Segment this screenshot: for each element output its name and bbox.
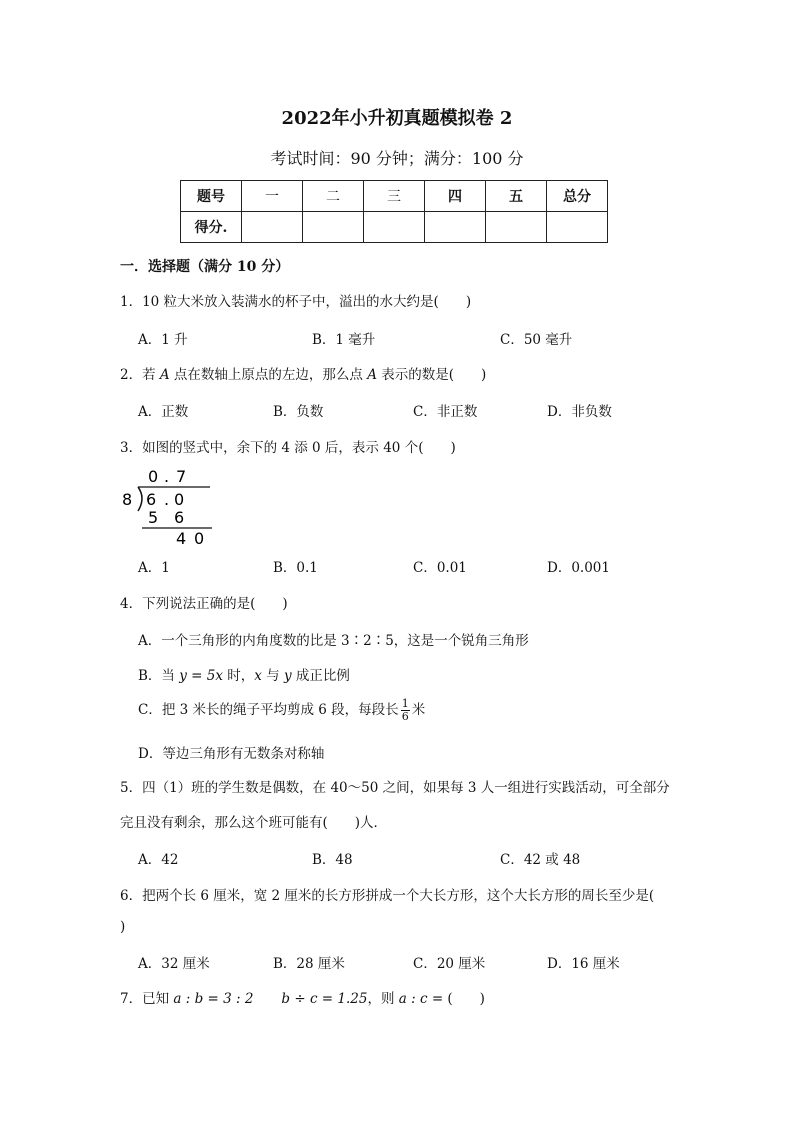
q7-text: ，则 xyxy=(367,991,399,1007)
q3-option-b[interactable]: B．0.1 xyxy=(273,560,318,576)
dividend-point: . xyxy=(164,490,170,509)
q4-text: C．把 3 米长的绳子平均剪成 6 段，每段长 xyxy=(138,702,399,718)
q4-formula: y = 5x xyxy=(179,668,223,684)
q4-var-y: y xyxy=(283,668,292,684)
q7-expression-bc: b ÷ c = 1.25 xyxy=(281,991,368,1007)
q4-text: B．当 xyxy=(138,668,180,684)
score-cell-1: 一 xyxy=(242,181,303,212)
question-7-stem xyxy=(120,987,485,1007)
q1-option-b[interactable]: B．1 毫升 xyxy=(312,332,376,348)
q7-ratio-ac: a : c = xyxy=(398,991,444,1007)
score-cell-3: 三 xyxy=(364,181,425,212)
score-cell-4: 四 xyxy=(425,181,486,212)
q1-option-c[interactable]: C．50 毫升 xyxy=(500,332,573,348)
q4-option-a[interactable]: A．一个三角形的内角度数的比是 3∶2∶5，这是一个锐角三角形 xyxy=(138,633,529,649)
q2-text: 点在数轴上原点的左边，那么点 xyxy=(169,367,368,383)
q6-option-c[interactable]: C．20 厘米 xyxy=(413,956,486,972)
score-blank[interactable] xyxy=(364,212,425,243)
q6-option-b[interactable]: B．28 厘米 xyxy=(273,956,345,972)
score-blank[interactable] xyxy=(547,212,608,243)
division-bracket xyxy=(138,487,142,511)
question-6-stem-line1: 6．把两个长 6 厘米，宽 2 厘米的长方形拼成一个大长方形，这个大长方形的周长至少是( xyxy=(120,888,655,904)
q4-var-x: x xyxy=(254,668,262,684)
page-title: 2022年小升初真题模拟卷 2 xyxy=(281,108,513,129)
section-heading: 一．选择题（满分 10 分） xyxy=(120,259,290,275)
q4-option-b[interactable] xyxy=(138,664,350,684)
question-5-stem-line1: 5．四（1）班的学生数是偶数，在 40～50 之间，如果每 3 人一组进行实践活动，可全部分 xyxy=(120,780,670,796)
question-1-stem: 1．10 粒大米放入装满水的杯子中，溢出的水大约是( ) xyxy=(120,294,472,310)
q4-text: 与 xyxy=(261,668,284,684)
q2-option-a[interactable]: A．正数 xyxy=(138,404,189,420)
q2-var-a: A xyxy=(159,367,170,383)
product-digit: 5 xyxy=(148,508,159,527)
score-row-label: 得分. xyxy=(181,212,242,243)
product-digit: 6 xyxy=(174,508,185,527)
fraction-denominator: 6 xyxy=(401,710,409,723)
q4-option-c[interactable] xyxy=(138,698,425,723)
score-cell-total: 总分 xyxy=(547,181,608,212)
remainder-digit: 4 xyxy=(176,529,187,548)
question-2-stem xyxy=(120,363,486,383)
q4-text: 时， xyxy=(222,668,255,684)
score-cell-2: 二 xyxy=(303,181,364,212)
q4-text: 米 xyxy=(411,702,426,718)
score-table-score-row xyxy=(181,212,608,243)
score-table xyxy=(180,180,608,243)
q7-text: 7．已知 xyxy=(120,991,174,1007)
question-5-stem-line2: 完且没有剩余，那么这个班可能有( )人． xyxy=(120,815,388,831)
q6-option-a[interactable]: A．32 厘米 xyxy=(138,956,210,972)
q6-option-d[interactable]: D．16 厘米 xyxy=(547,956,620,972)
score-blank[interactable] xyxy=(242,212,303,243)
q2-option-c[interactable]: C．非正数 xyxy=(413,404,478,420)
quotient-digit: 7 xyxy=(176,467,187,486)
question-4-stem: 4．下列说法正确的是( ) xyxy=(120,596,288,612)
q7-ratio-ab: a : b = 3 : 2 xyxy=(173,991,254,1007)
q2-option-d[interactable]: D．非负数 xyxy=(547,404,612,420)
q3-option-c[interactable]: C．0.01 xyxy=(413,560,467,576)
q5-option-b[interactable]: B．48 xyxy=(312,852,353,868)
fraction xyxy=(401,698,410,723)
quotient-digit: 0 xyxy=(148,467,159,486)
exam-info: 考试时间：90 分钟；满分：100 分 xyxy=(270,149,524,168)
remainder-digit: 0 xyxy=(194,529,205,548)
q2-option-b[interactable]: B．负数 xyxy=(273,404,324,420)
q5-option-c[interactable]: C．42 或 48 xyxy=(500,852,581,868)
score-table-header-row xyxy=(181,181,608,212)
fraction-numerator: 1 xyxy=(401,697,409,710)
score-blank[interactable] xyxy=(425,212,486,243)
q3-option-a[interactable]: A．1 xyxy=(138,560,170,576)
score-cell-5: 五 xyxy=(486,181,547,212)
dividend-digit: 0 xyxy=(174,490,185,509)
score-blank[interactable] xyxy=(303,212,364,243)
question-3-stem: 3．如图的竖式中，余下的 4 添 0 后，表示 40 个( ) xyxy=(120,440,456,456)
score-blank[interactable] xyxy=(486,212,547,243)
q2-text: 表示的数是( ) xyxy=(376,367,487,383)
q2-var-a: A xyxy=(367,367,377,383)
score-cell-label: 题号 xyxy=(181,181,242,212)
divisor: 8 xyxy=(122,490,133,509)
q5-option-a[interactable]: A．42 xyxy=(138,852,179,868)
q1-option-a[interactable]: A．1 升 xyxy=(138,332,188,348)
q3-option-d[interactable]: D．0.001 xyxy=(547,560,610,576)
q7-text: ( ) xyxy=(443,991,485,1007)
q2-text: 2．若 xyxy=(120,367,160,383)
long-division-figure xyxy=(112,464,222,550)
dividend-digit: 6 xyxy=(146,490,157,509)
question-6-stem-line2: ) xyxy=(120,919,126,935)
quotient-point: . xyxy=(164,467,170,486)
q4-option-d[interactable]: D．等边三角形有无数条对称轴 xyxy=(138,746,325,762)
q4-text: 成正比例 xyxy=(291,668,350,684)
